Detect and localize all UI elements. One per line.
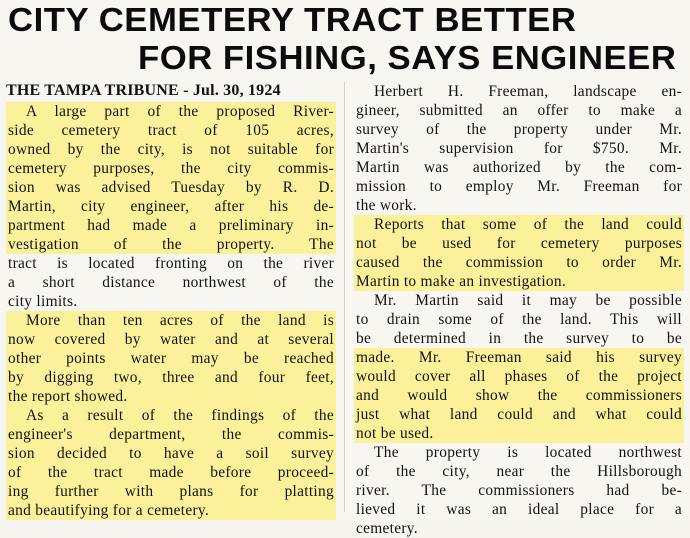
article-text-line: Herbert H. Freeman, landscape en- (374, 83, 682, 100)
article-text-line: made. Mr. Freeman said his survey (356, 349, 682, 366)
article-text-line: now covered by water and at several (8, 331, 334, 348)
article-text-line: caused the commission to order Mr. (356, 254, 682, 271)
article-text-line: city limits. (8, 293, 78, 310)
article-text-line: ing further with plans for platting (8, 483, 334, 500)
dateline: THE TAMPA TRIBUNE - Jul. 30, 1924 (6, 82, 281, 99)
article-text-line: sion was advised Tuesday by R. D. (8, 179, 334, 196)
article-text-line: vestigation of the property. The (8, 236, 334, 253)
article-text-line: and beautifying for a cemetery. (6, 501, 336, 520)
article-text-line: to drain some of the land. This will (356, 311, 682, 328)
article-text-line: partment had made a preliminary in- (8, 217, 334, 234)
article-text-line: More than ten acres of the land is (6, 311, 336, 330)
article-text-line: of the city, near the Hillsborough (356, 463, 682, 480)
headline-line-2: FOR FISHING, SAYS ENGINEER (138, 39, 677, 76)
article-text-line: of the tract made before proceed- (8, 464, 334, 481)
article-text-line: not be used for cemetery purposes (356, 235, 682, 252)
article-text-line: survey of the property under Mr. (356, 121, 682, 138)
article-text-line: by digging two, three and four feet, (8, 369, 334, 386)
article-text-line: sion decided to have a soil survey (8, 445, 334, 462)
article-text-line: not be used. (354, 424, 684, 443)
article-text-line: would cover all phases of the project (356, 368, 682, 385)
article-text-line: Mr. Martin said it may be possible (374, 292, 682, 309)
article-text-line: gineer, submitted an offer to make a (356, 102, 682, 119)
article-text-line: be determined in the survey to be (356, 330, 682, 347)
article-text-line: A large part of the proposed River- (6, 102, 336, 121)
article-text-line: the report showed. (6, 387, 336, 406)
article-text-line: Martin, city engineer, after his de- (8, 198, 334, 215)
headline-line-1: CITY CEMETERY TRACT BETTER (8, 1, 577, 38)
article-text-line: lieved it was an ideal place for a (356, 501, 682, 518)
article-text-line: river. The commissioners had be- (356, 482, 682, 499)
article-text-line: a short distance northwest of the (8, 274, 334, 291)
article-text-line: Martin's supervision for $750. Mr. (356, 140, 682, 157)
article-text-line: As a result of the findings of the (6, 406, 336, 425)
article-text-line: engineer's department, the commis- (8, 426, 334, 443)
article-text-line: the work. (356, 197, 417, 214)
article-text-line: mission to employ Mr. Freeman for (356, 178, 682, 195)
column-divider (344, 82, 345, 512)
article-text-line: side cemetery tract of 105 acres, (8, 122, 334, 139)
article-text-line: just what land could and what could (356, 406, 682, 423)
left-article-column (6, 102, 336, 520)
article-text-line: and would show the commissioners (356, 387, 682, 404)
article-text-line: tract is located fronting on the river (8, 255, 334, 272)
article-text-line: Reports that some of the land could (354, 215, 684, 234)
article-text-line: Martin was authorized by the com- (356, 159, 682, 176)
article-text-line: owned by the city, is not suitable for (8, 141, 334, 158)
article-text-line: cemetery purposes, the city commis- (8, 160, 334, 177)
article-text-line: Martin to make an investigation. (354, 272, 684, 291)
right-article-column (354, 82, 684, 538)
article-text-line: The property is located northwest (374, 444, 682, 461)
article-text-line: cemetery. (356, 520, 418, 537)
article-text-line: other points water may be reached (8, 350, 334, 367)
